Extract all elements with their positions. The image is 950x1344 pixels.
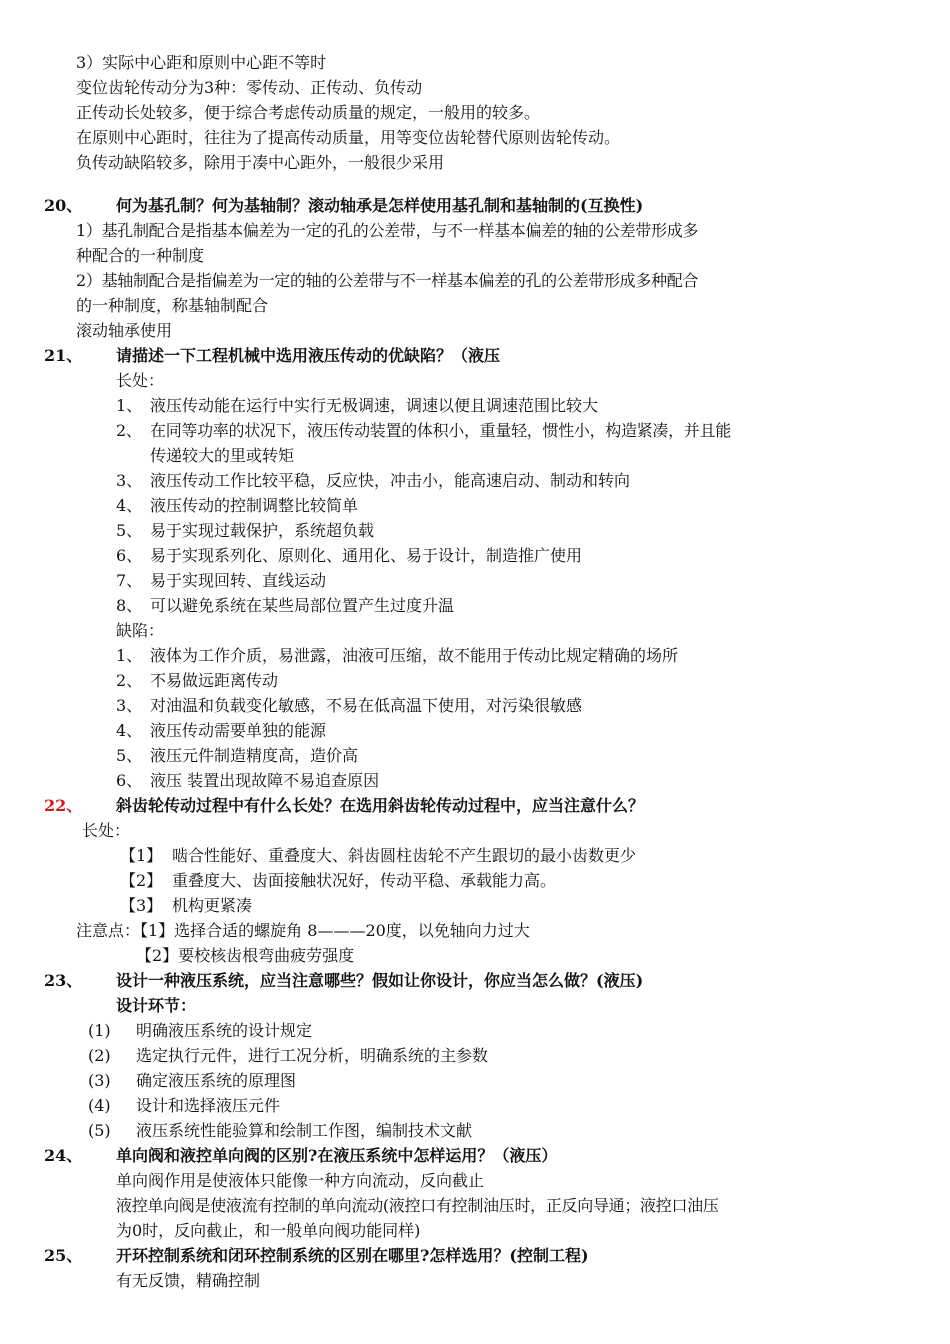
question-title: 斜齿轮传动过程中有什么长处？在选用斜齿轮传动过程中，应当注意什么？ bbox=[116, 796, 645, 815]
question-number: 21、 bbox=[44, 346, 83, 365]
section-label: 设计环节： bbox=[116, 996, 197, 1015]
question-title: 请描述一下工程机械中选用液压传动的优缺陷？（液压 bbox=[116, 346, 501, 365]
text-line: 3）实际中心距和原则中心距不等时 bbox=[76, 53, 327, 72]
question-number: 24、 bbox=[44, 1146, 83, 1165]
answer-line: 有无反馈，精确控制 bbox=[116, 1271, 261, 1290]
list-item: 【2】 重叠度大、齿面接触状况好，传动平稳、承载能力高。 bbox=[120, 871, 557, 890]
answer-line: 种配合的一种制度 bbox=[76, 246, 205, 265]
list-item: 传递较大的里或转矩 bbox=[150, 446, 295, 465]
question-number: 22、 bbox=[44, 796, 83, 815]
list-item: 6、 液压 装置出现故障不易追查原因 bbox=[116, 771, 380, 790]
list-item: (3) 确定液压系统的原理图 bbox=[88, 1071, 297, 1090]
list-item: 1、 液体为工作介质，易泄露，油液可压缩，故不能用于传动比规定精确的场所 bbox=[116, 646, 679, 665]
list-item: 4、 液压传动的控制调整比较简单 bbox=[116, 496, 359, 515]
answer-line: 1）基孔制配合是指基本偏差为一定的孔的公差带，与不一样基本偏差的轴的公差带形成多 bbox=[76, 221, 699, 240]
answer-line: 2）基轴制配合是指偏差为一定的轴的公差带与不一样基本偏差的孔的公差带形成多种配合 bbox=[76, 271, 699, 290]
list-item: 8、 可以避免系统在某些局部位置产生过度升温 bbox=[116, 596, 455, 615]
text-line: 变位齿轮传动分为3种：零传动、正传动、负传动 bbox=[76, 78, 423, 97]
question-number: 23、 bbox=[44, 971, 83, 990]
answer-line: 的一种制度，称基轴制配合 bbox=[76, 296, 269, 315]
list-item: (1) 明确液压系统的设计规定 bbox=[88, 1021, 313, 1040]
question-title: 设计一种液压系统，应当注意哪些？假如让你设计，你应当怎么做？(液压) bbox=[116, 971, 644, 990]
answer-line: 单向阀作用是使液体只能像一种方向流动，反向截止 bbox=[116, 1171, 485, 1190]
list-item: (2) 选定执行元件，进行工况分析，明确系统的主参数 bbox=[88, 1046, 489, 1065]
list-item: 6、 易于实现系列化、原则化、通用化、易于设计，制造推广使用 bbox=[116, 546, 583, 565]
list-item: 【1】 啮合性能好、重叠度大、斜齿圆柱齿轮不产生跟切的最小齿数更少 bbox=[120, 846, 637, 865]
answer-line: 为0时，反向截止，和一般单向阀功能同样) bbox=[116, 1221, 421, 1240]
note-line: 注意点：【1】选择合适的螺旋角 8———20度，以免轴向力过大 bbox=[76, 921, 530, 940]
question-title: 开环控制系统和闭环控制系统的区别在哪里?怎样选用？(控制工程) bbox=[116, 1246, 589, 1265]
list-item: 4、 液压传动需要单独的能源 bbox=[116, 721, 327, 740]
list-item: 3、 液压传动工作比较平稳，反应快，冲击小，能高速启动、制动和转向 bbox=[116, 471, 631, 490]
list-item: 2、 不易做远距离传动 bbox=[116, 671, 279, 690]
note-line: 【2】要校核齿根弯曲疲劳强度 bbox=[136, 946, 355, 965]
text-line: 正传动长处较多，便于综合考虑传动质量的规定，一般用的较多。 bbox=[76, 103, 541, 122]
answer-line: 滚动轴承使用 bbox=[76, 321, 173, 340]
list-item: (5) 液压系统性能验算和绘制工作图，编制技术文献 bbox=[88, 1121, 473, 1140]
answer-line: 液控单向阀是使液流有控制的单向流动(液控口有控制油压时，正反向导通；液控口油压 bbox=[116, 1196, 719, 1215]
list-item: 5、 易于实现过载保护，系统超负载 bbox=[116, 521, 375, 540]
list-item: 1、 液压传动能在运行中实行无极调速，调速以便且调速范围比较大 bbox=[116, 396, 599, 415]
section-label: 长处： bbox=[82, 821, 131, 840]
question-title: 单向阀和液控单向阀的区别?在液压系统中怎样运用？（液压） bbox=[116, 1146, 558, 1165]
list-item: (4) 设计和选择液压元件 bbox=[88, 1096, 281, 1115]
section-label: 缺陷： bbox=[116, 621, 165, 640]
question-number: 25、 bbox=[44, 1246, 83, 1265]
section-label: 长处： bbox=[116, 371, 165, 390]
question-number: 20、 bbox=[44, 196, 83, 215]
list-item: 5、 液压元件制造精度高，造价高 bbox=[116, 746, 359, 765]
list-item: 7、 易于实现回转、直线运动 bbox=[116, 571, 327, 590]
list-item: 2、 在同等功率的状况下，液压传动装置的体积小，重量轻，惯性小，构造紧凑，并且能 bbox=[116, 421, 731, 440]
text-line: 在原则中心距时，往往为了提高传动质量，用等变位齿轮替代原则齿轮传动。 bbox=[76, 128, 621, 147]
list-item: 【3】 机构更紧凑 bbox=[120, 896, 253, 915]
list-item: 3、 对油温和负载变化敏感，不易在低高温下使用，对污染很敏感 bbox=[116, 696, 583, 715]
question-title: 何为基孔制？何为基轴制？滚动轴承是怎样使用基孔制和基轴制的(互换性) bbox=[116, 196, 644, 215]
text-line: 负传动缺陷较多，除用于凑中心距外，一般很少采用 bbox=[76, 153, 445, 172]
